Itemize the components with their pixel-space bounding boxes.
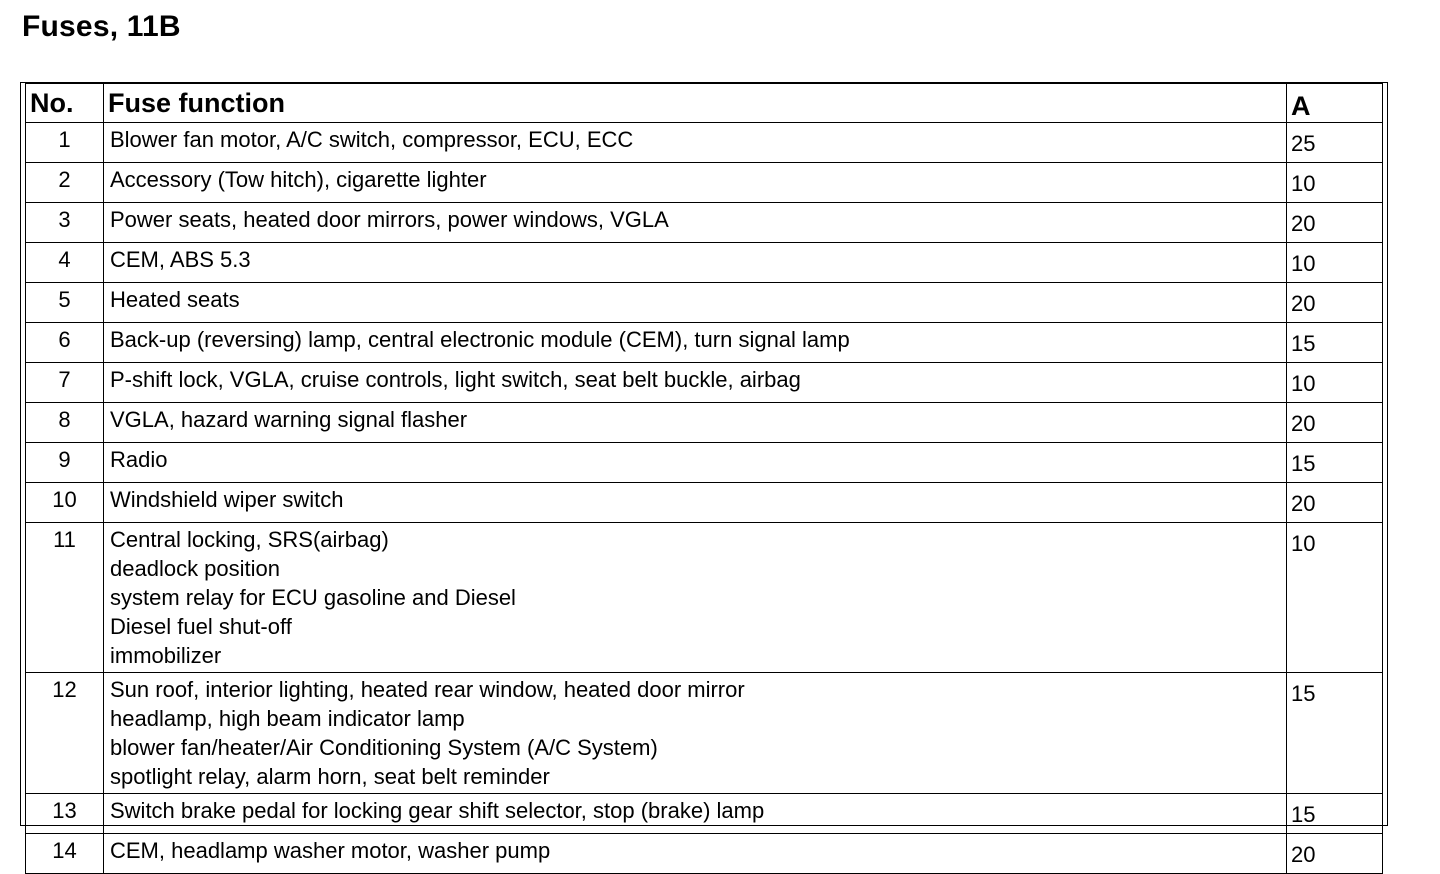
table-row [26,483,1383,523]
fuse-function-line: CEM, headlamp washer motor, washer pump [110,838,551,863]
fuse-amperage: 10 [1287,523,1383,673]
fuse-number: 6 [26,323,104,363]
fuse-function-line: Radio [110,447,168,472]
fuse-function-line: Accessory (Tow hitch), cigarette lighter [110,167,487,192]
fuse-amperage: 20 [1287,834,1383,874]
fuse-function-line: CEM, ABS 5.3 [110,247,251,272]
fuse-function [104,834,1287,874]
fuse-amperage: 15 [1287,794,1383,834]
fuse-function [104,523,1287,673]
table-row [26,163,1383,203]
fuse-number: 10 [26,483,104,523]
fuse-number: 14 [26,834,104,874]
fuse-function-line: VGLA, hazard warning signal flasher [110,407,468,432]
fuse-function-line: system relay for ECU gasoline and Diesel [110,585,516,610]
fuse-number: 8 [26,403,104,443]
fuse-amperage: 20 [1287,403,1383,443]
fuse-function-line: blower fan/heater/Air Conditioning System (A/C System) [110,735,658,760]
table-row [26,243,1383,283]
fuse-function-line: Sun roof, interior lighting, heated rear window, heated door mirror [110,677,745,702]
fuse-function-line: Back-up (reversing) lamp, central electronic module (CEM), turn signal lamp [110,327,850,352]
table-row [26,363,1383,403]
table-header-row [26,84,1383,123]
table-row [26,323,1383,363]
fuse-function-line: immobilizer [110,643,222,668]
fuse-amperage: 15 [1287,673,1383,794]
fuse-number: 7 [26,363,104,403]
fuse-amperage: 10 [1287,243,1383,283]
fuse-function-line: spotlight relay, alarm horn, seat belt reminder [110,764,550,789]
fuse-number: 13 [26,794,104,834]
fuse-number: 12 [26,673,104,794]
fuse-function [104,443,1287,483]
page-title: Fuses, 11B [22,10,181,43]
table-row [26,123,1383,163]
fuse-amperage: 10 [1287,163,1383,203]
fuse-function-line: Power seats, heated door mirrors, power windows, VGLA [110,207,669,232]
fuse-function-line: headlamp, high beam indicator lamp [110,706,465,731]
fuse-function-line: Diesel fuel shut-off [110,614,292,639]
fuse-function [104,203,1287,243]
fuse-amperage: 15 [1287,443,1383,483]
table-row [26,794,1383,834]
fuse-function-line: Windshield wiper switch [110,487,344,512]
header-amps: A [1287,84,1383,123]
fuse-function-line: Switch brake pedal for locking gear shift selector, stop (brake) lamp [110,798,765,823]
fuse-number: 9 [26,443,104,483]
fuse-function-line: P-shift lock, VGLA, cruise controls, light switch, seat belt buckle, airbag [110,367,801,392]
fuse-function [104,363,1287,403]
fuse-amperage: 15 [1287,323,1383,363]
table-row [26,203,1383,243]
fuse-function-line: deadlock position [110,556,281,581]
fuse-amperage: 10 [1287,363,1383,403]
fuse-number: 11 [26,523,104,673]
fuse-function [104,483,1287,523]
fuse-function [104,283,1287,323]
table-row [26,403,1383,443]
table-row [26,283,1383,323]
header-no: No. [26,84,104,123]
header-fuse-function: Fuse function [104,84,1287,123]
fuse-table-body [26,123,1383,874]
fuse-function [104,403,1287,443]
table-row [26,443,1383,483]
fuse-function [104,163,1287,203]
fuse-number: 1 [26,123,104,163]
fuse-function [104,243,1287,283]
fuse-amperage: 20 [1287,483,1383,523]
fuse-number: 3 [26,203,104,243]
table-row [26,673,1383,794]
fuse-function [104,323,1287,363]
fuse-table-frame [20,82,1388,867]
fuse-function [104,794,1287,834]
fuse-number: 2 [26,163,104,203]
fuse-function [104,673,1287,794]
fuse-amperage: 20 [1287,283,1383,323]
fuse-table [25,83,1383,874]
table-row [26,523,1383,673]
fuse-number: 4 [26,243,104,283]
fuse-number: 5 [26,283,104,323]
fuse-function-line: Blower fan motor, A/C switch, compressor, ECU, ECC [110,127,634,152]
fuse-function [104,123,1287,163]
fuse-function-line: Central locking, SRS(airbag) [110,527,389,552]
table-row [26,834,1383,874]
fuse-amperage: 20 [1287,203,1383,243]
fuse-function-line: Heated seats [110,287,240,312]
fuse-amperage: 25 [1287,123,1383,163]
